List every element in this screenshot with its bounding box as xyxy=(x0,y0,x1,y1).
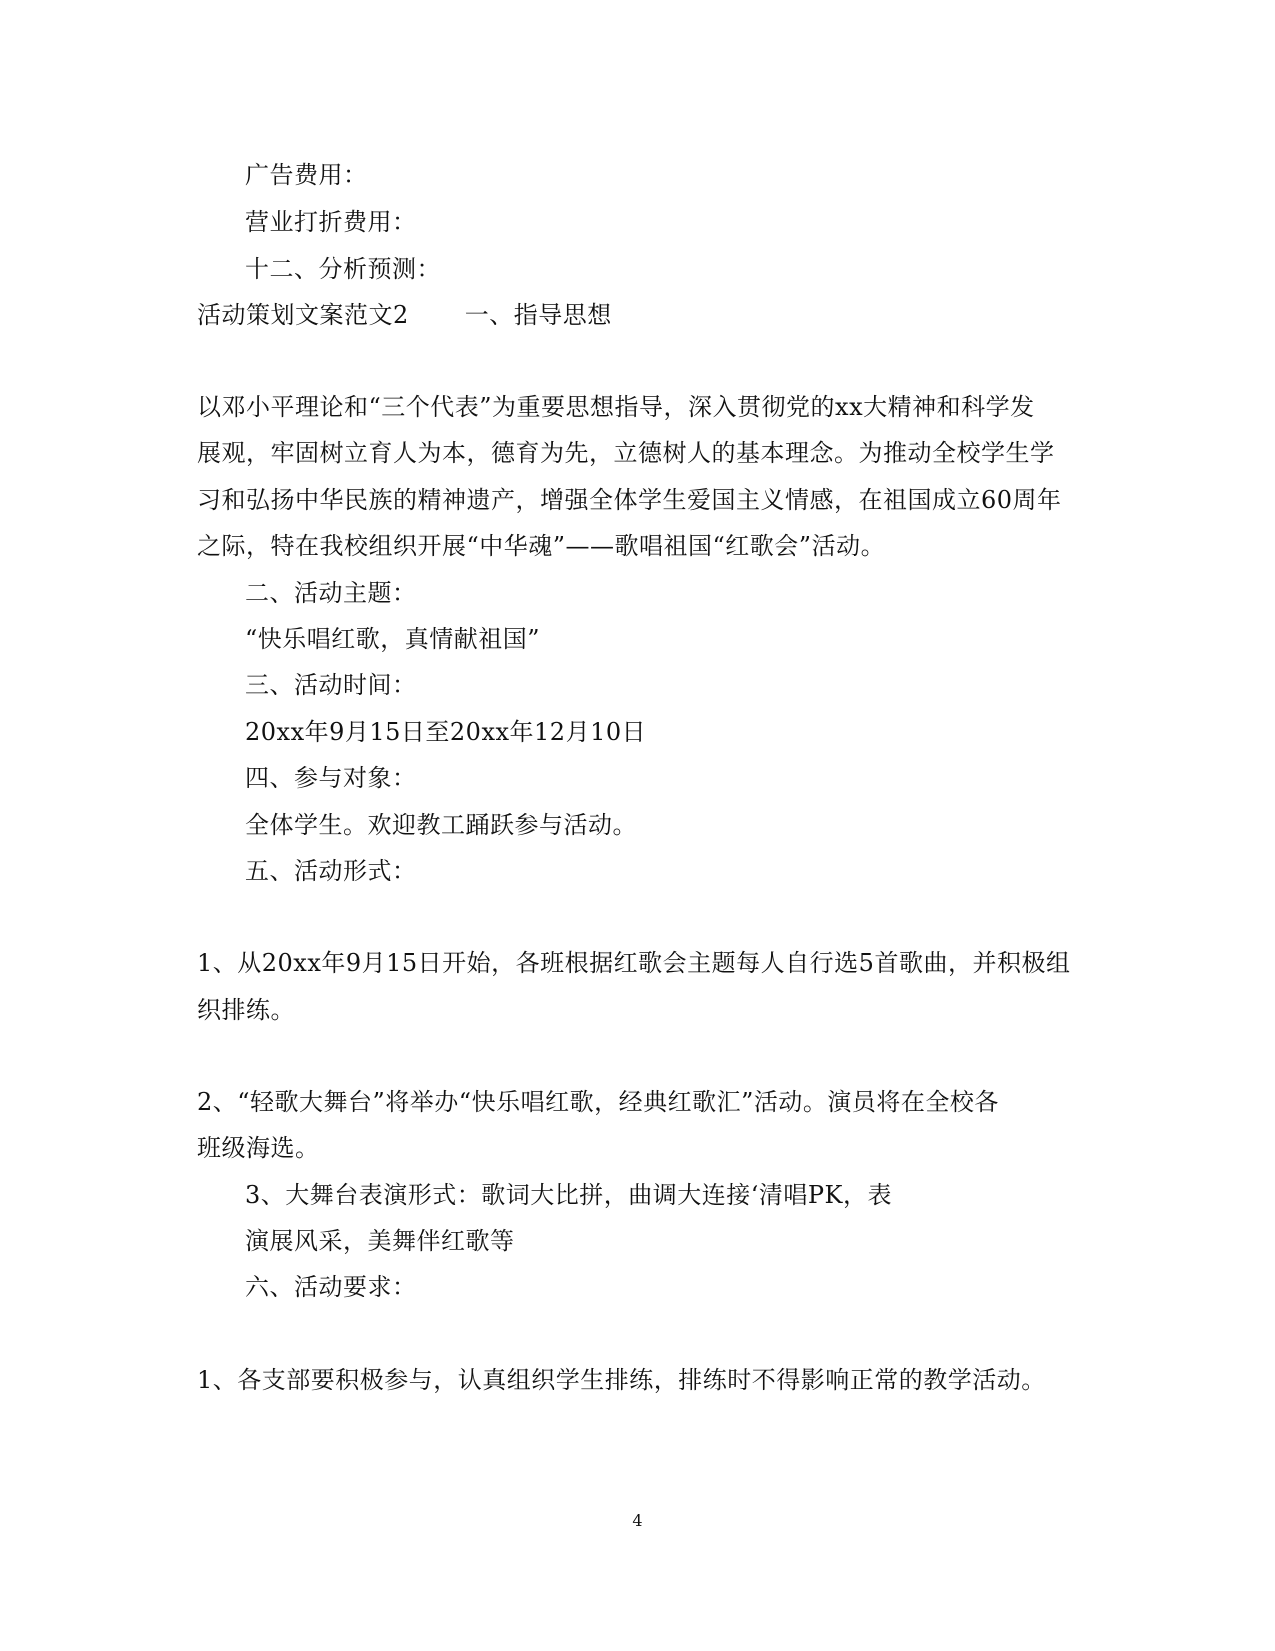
list-item-line: 演展风采，美舞伴红歌等 xyxy=(245,1227,515,1255)
list-item-line: 3、大舞台表演形式：歌词大比拼，曲调大连接‘清唱PK，表 xyxy=(245,1181,892,1209)
article-title: 活动策划文案范文2 xyxy=(197,301,409,329)
section-heading-time: 三、活动时间： xyxy=(245,671,417,699)
list-item-line: 2、“轻歌大舞台”将举办“快乐唱红歌，经典红歌汇”活动。演员将在全校各 xyxy=(197,1088,999,1116)
section-heading-participants: 四、参与对象： xyxy=(245,764,417,792)
list-item-line: 织排练。 xyxy=(197,996,295,1024)
section-heading-analysis: 十二、分析预测： xyxy=(245,255,441,283)
theme-text: “快乐唱红歌，真情献祖国” xyxy=(245,625,541,653)
section-heading-guiding-thought: 一、指导思想 xyxy=(464,301,612,329)
line-advertising-cost: 广告费用： xyxy=(245,161,368,189)
page-number: 4 xyxy=(632,1511,643,1530)
list-item-line: 1、从20xx年9月15日开始，各班根据红歌会主题每人自行选5首歌曲，并积极组 xyxy=(197,949,1071,977)
article-title-line xyxy=(197,300,612,330)
section-heading-theme: 二、活动主题： xyxy=(245,579,417,607)
list-item-line: 1、各支部要积极参与，认真组织学生排练，排练时不得影响正常的教学活动。 xyxy=(197,1366,1046,1394)
line-discount-cost: 营业打折费用： xyxy=(245,208,417,236)
paragraph-line: 展观，牢固树立育人为本，德育为先，立德树人的基本理念。为推动全校学生学 xyxy=(197,439,1055,467)
paragraph-line: 之际，特在我校组织开展“中华魂”——歌唱祖国“红歌会”活动。 xyxy=(197,532,886,560)
time-text: 20xx年9月15日至20xx年12月10日 xyxy=(245,718,647,746)
section-heading-format: 五、活动形式： xyxy=(245,857,417,885)
participants-text: 全体学生。欢迎教工踊跃参与活动。 xyxy=(245,811,637,839)
list-item-line: 班级海选。 xyxy=(197,1134,320,1162)
paragraph-line: 以邓小平理论和“三个代表”为重要思想指导，深入贯彻党的xx大精神和科学发 xyxy=(197,393,1035,421)
paragraph-line: 习和弘扬中华民族的精神遗产，增强全体学生爱国主义情感，在祖国成立60周年 xyxy=(197,486,1062,514)
section-heading-requirements: 六、活动要求： xyxy=(245,1273,417,1301)
